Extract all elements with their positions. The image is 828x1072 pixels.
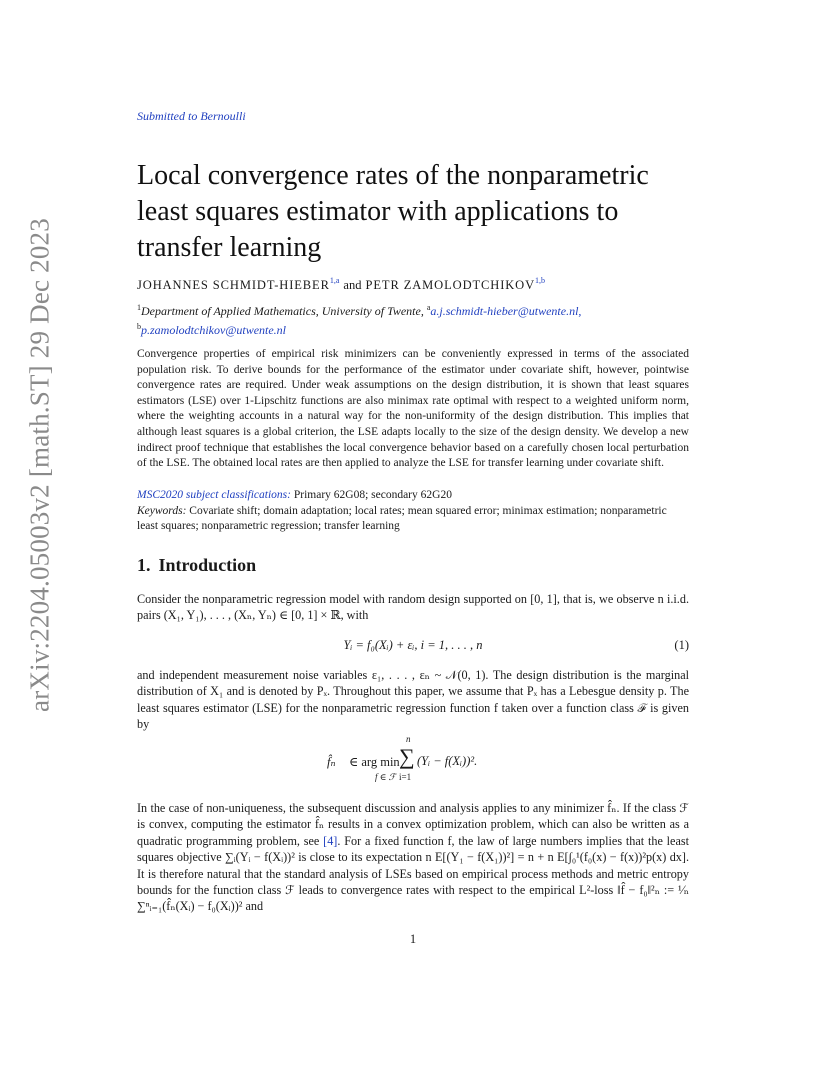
author-name: JOHANNES SCHMIDT-HIEBER (137, 278, 330, 292)
title-line: transfer learning (137, 232, 322, 263)
argmin-operator: ∈ arg min (349, 755, 400, 769)
keywords-label: Keywords: (137, 504, 187, 517)
page-number: 1 (409, 932, 417, 946)
author-list (137, 276, 545, 293)
email-marker: a (426, 303, 431, 312)
author-affil-marker[interactable]: 1,b (535, 276, 546, 285)
lse-equation (327, 734, 527, 788)
section-heading (137, 555, 256, 576)
body-paragraph: Consider the nonparametric regression model with random design supported on [0, 1], that is, we observe n i.i.d. pairs (X₁, Y₁), . . . , (Xₙ, Yₙ) ∈ [0, 1] × ℝ, with (137, 592, 689, 623)
sum-term: (Yᵢ − f(Xᵢ))². (417, 754, 478, 768)
email-link[interactable]: a.j.schmidt-hieber@utwente.nl, (430, 304, 582, 318)
arxiv-identifier: arXiv:2204.05003v2 [math.ST] 29 Dec 2023 (24, 218, 55, 712)
paragraph-text: In the case of non-uniqueness, the subsequent discussion and analysis applies to any minimizer f̂ₙ. If the class ℱ is convex, computing the estimator f̂ₙ results in a convex optimization problem, which can also be written as a quadratic programming problem, see (137, 801, 689, 848)
paragraph-text: . For a fixed function f, the law of large numbers implies that the least squares objective ∑ᵢ(Yᵢ − f(Xᵢ))² is close to its expectation n E[(Y₁ − f(X₁))²] = n + n E[∫₀¹(f₀(x) − f(x))²p(x) dx]. It is therefore natural that the standard analysis of LSEs based on empirical process methods and metric entropy bounds for the function class ℱ leads to convergence rates with respect to the empirical L²-loss ‖f̂ − f₀‖²ₙ := ¹⁄ₙ ∑ⁿᵢ₌₁(f̂ₙ(Xᵢ) − f₀(Xᵢ))² and (137, 833, 690, 914)
author-affil-marker[interactable]: 1,a (329, 276, 340, 285)
classification-block (137, 488, 689, 535)
department: Department of Applied Mathematics, University of Twente, (141, 304, 427, 318)
author-conjunction: and (343, 278, 362, 292)
author-name: PETR ZAMOLODTCHIKOV (365, 278, 536, 292)
arxiv-side-stamp (20, 218, 60, 712)
body-paragraph (137, 800, 689, 915)
msc-value: Primary 62G08; secondary 62G20 (290, 489, 452, 501)
email-link[interactable]: p.zamolodtchikov@utwente.nl (141, 323, 287, 337)
equation-1 (137, 638, 689, 656)
section-title: Introduction (158, 555, 257, 575)
sum-symbol: ∑ (399, 744, 415, 769)
keywords-value: Covariate shift; domain adaptation; local rates; mean squared error; minimax estimation; nonparametric least squares; nonparametric regression; transfer learning (137, 504, 667, 533)
body-paragraph: and independent measurement noise variables ε₁, . . . , εₙ ~ 𝒩(0, 1). The design distribution is the marginal distribution of X₁ and is denoted by Pₓ. Throughout this paper, we assume that Pₓ has a Lebesgue density p. The least squares estimator (LSE) for the nonparametric regression function f taken over a function class ℱ is given by (137, 668, 689, 732)
title-line: Local convergence rates of the nonparametric (137, 160, 649, 191)
argmin-subscript: f ∈ ℱ (375, 772, 396, 782)
paper-title (137, 158, 689, 266)
journal-name: Submitted to Bernoulli (137, 109, 246, 123)
estimator-symbol: f̂ₙ (327, 755, 336, 769)
equation-body: Yᵢ = f₀(Xᵢ) + εᵢ, i = 1, . . . , n (343, 638, 483, 652)
msc-link[interactable]: MSC2020 subject classifications: (137, 489, 291, 501)
section-number: 1. (137, 555, 151, 575)
affiliations (137, 300, 689, 338)
sum-lower-limit: i=1 (399, 772, 412, 782)
citation-link[interactable]: [4] (323, 833, 338, 848)
email-marker: b (137, 322, 141, 331)
affil-marker: 1 (137, 303, 141, 312)
abstract: Convergence properties of empirical risk minimizers can be conveniently expressed in terms of the associated population risk. To derive bounds for the performance of the estimator under covariate shift, however, pointwise convergence rates are required. Under weak assumptions on the design distribution, it is shown that least squares estimators (LSE) over 1-Lipschitz functions are also minimax rate optimal with respect to a weighted uniform norm, where the weighting accounts in a natural way for the non-uniformity of the design distribution. This implies that although least squares is a global criterion, the LSE adapts locally to the size of the design density. We develop a new indirect proof technique that establishes the local convergence behavior based on a carefully chosen local perturbation of the LSE. The obtained local rates are then applied to analyze the LSE for transfer learning under covariate shift. (137, 348, 689, 470)
title-line: least squares estimator with applications to (137, 196, 619, 227)
sum-upper-limit: n (406, 734, 411, 744)
equation-number: (1) (674, 638, 689, 652)
